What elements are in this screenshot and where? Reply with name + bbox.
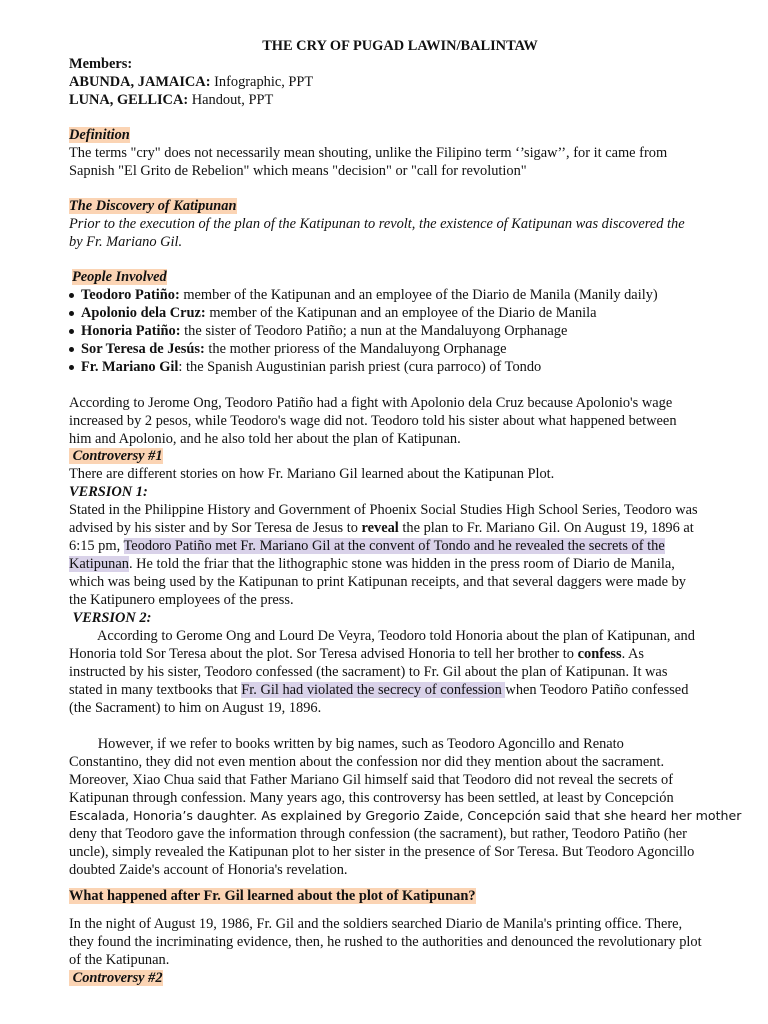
member-role: Handout, PPT — [188, 92, 274, 108]
version1-line: which was being used by the Katipunan to print Katipunan receipts, and that several daggers were made by — [69, 574, 687, 590]
version1-line: 6:15 pm, Teodoro Patiño met Fr. Mariano Gil at the convent of Tondo and he revealed the secrets of the — [69, 538, 665, 554]
people-list-item: Apolonio dela Cruz: member of the Katipunan and an employee of the Diario de Manila — [81, 304, 597, 322]
people-list-item: Honoria Patiño: the sister of Teodoro Patiño; a nun at the Mandaluyong Orphanage — [81, 322, 567, 340]
definition-heading: Definition — [69, 127, 130, 143]
bullet-icon — [69, 329, 74, 334]
discovery-text: by Fr. Mariano Gil. — [69, 234, 183, 250]
however-line: uncle), simply revealed the Katipunan plot to her sister in the presence of Sor Teresa. But Teodoro Agoncillo — [69, 844, 695, 860]
bullet-icon — [69, 311, 74, 316]
however-line: Katipunan through confession. Many years ago, this controversy has been settled, at least by Concepción — [69, 790, 674, 806]
version2-line: instructed by his sister, Teodoro confessed (the sacrament) to Fr. Gil about the plan of Katipunan. It was — [69, 664, 668, 680]
version1-line: the Katipunero employees of the press. — [69, 592, 294, 608]
ong-paragraph-line: him and Apolonio, and he also told her about the plan of Katipunan. — [69, 431, 461, 447]
controversy1-heading: Controversy #1 — [69, 448, 163, 464]
ong-paragraph-line: According to Jerome Ong, Teodoro Patiño had a fight with Apolonio dela Cruz because Apolonio's wage — [69, 395, 673, 411]
after-text: they found the incriminating evidence, then, he rushed to the authorities and denounced the revolutionary plot — [69, 934, 702, 950]
member-name: LUNA, GELLICA: — [69, 92, 189, 108]
controversy2-heading: Controversy #2 — [69, 970, 163, 986]
member-entry — [69, 73, 313, 91]
document-title: THE CRY OF PUGAD LAWIN/BALINTAW — [262, 38, 538, 54]
however-line: Constantino, they did not even mention about the confession nor did they mention about the sacrament. — [69, 754, 665, 770]
after-text: In the night of August 19, 1986, Fr. Gil and the soldiers searched Diario de Manila's printing office. There, — [69, 916, 683, 932]
version1-line: Katipunan. He told the friar that the lithographic stone was hidden in the press room of Diario de Manila, — [69, 556, 675, 572]
bullet-icon — [69, 293, 74, 298]
controversy1-intro: There are different stories on how Fr. Mariano Gil learned about the Katipunan Plot. — [69, 466, 555, 482]
member-name: ABUNDA, JAMAICA: — [69, 74, 211, 90]
people-heading: People Involved — [72, 269, 167, 285]
however-line: Moreover, Xiao Chua said that Father Mariano Gil himself said that Teodoro did not reveal the secrets of — [69, 772, 673, 788]
however-line: deny that Teodoro gave the information through confession (the sacrament), but rather, Teodoro Patiño (her — [69, 826, 687, 842]
version1-line: advised by his sister and by Sor Teresa de Jesus to reveal the plan to Fr. Mariano Gil. On August 19, 1896 at — [69, 520, 694, 536]
version1-line: Stated in the Philippine History and Government of Phoenix Social Studies High School Series, Teodoro was — [69, 502, 698, 518]
version2-line: According to Gerome Ong and Lourd De Veyra, Teodoro told Honoria about the plan of Katipunan, and — [69, 628, 695, 644]
discovery-text: Prior to the execution of the plan of the Katipunan to revolt, the existence of Katipunan was discovered the — [69, 216, 685, 232]
version2-label: VERSION 2: — [69, 610, 152, 626]
however-line: Escalada, Honoria’s daughter. As explained by Gregorio Zaide, Concepción said that she heard her mother — [69, 808, 742, 823]
however-line: doubted Zaide's account of Honoria's revelation. — [69, 862, 348, 878]
ong-paragraph-line: increased by 2 pesos, while Teodoro's wage did not. Teodoro told his sister about what happened between — [69, 413, 677, 429]
version2-line: (the Sacrament) to him on August 19, 1896. — [69, 700, 322, 716]
version2-line: stated in many textbooks that Fr. Gil had violated the secrecy of confession when Teodoro Patiño confessed — [69, 682, 689, 698]
however-line: However, if we refer to books written by big names, such as Teodoro Agoncillo and Renato — [69, 736, 624, 752]
version2-line: Honoria told Sor Teresa about the plot. Sor Teresa advised Honoria to tell her brother to confess. As — [69, 646, 644, 662]
bullet-icon — [69, 347, 74, 352]
highlighted-text: Teodoro Patiño met Fr. Mariano Gil at the convent of Tondo and he revealed the secrets of the — [123, 538, 665, 554]
people-list-item: Teodoro Patiño: member of the Katipunan and an employee of the Diario de Manila (Manily daily) — [81, 286, 658, 304]
after-text: of the Katipunan. — [69, 952, 170, 968]
people-list-item: Sor Teresa de Jesús: the mother prioress of the Mandaluyong Orphanage — [81, 340, 507, 358]
discovery-heading: The Discovery of Katipunan — [69, 198, 237, 214]
people-list-item: Fr. Mariano Gil: the Spanish Augustinian parish priest (cura parroco) of Tondo — [81, 358, 541, 376]
bullet-icon — [69, 365, 74, 370]
members-heading: Members: — [69, 56, 133, 72]
member-role: Infographic, PPT — [210, 74, 314, 90]
definition-text: The terms "cry" does not necessarily mean shouting, unlike the Filipino term ‘’sigaw’’, for it came from — [69, 145, 668, 161]
version1-label: VERSION 1: — [69, 484, 148, 500]
highlighted-text: Fr. Gil had violated the secrecy of confession — [241, 682, 506, 698]
highlighted-text: Katipunan — [69, 556, 129, 572]
after-heading: What happened after Fr. Gil learned about the plot of Katipunan? — [69, 888, 476, 904]
member-entry — [69, 91, 273, 109]
definition-text: Sapnish "El Grito de Rebelion" which means "decision" or "call for revolution" — [69, 163, 527, 179]
